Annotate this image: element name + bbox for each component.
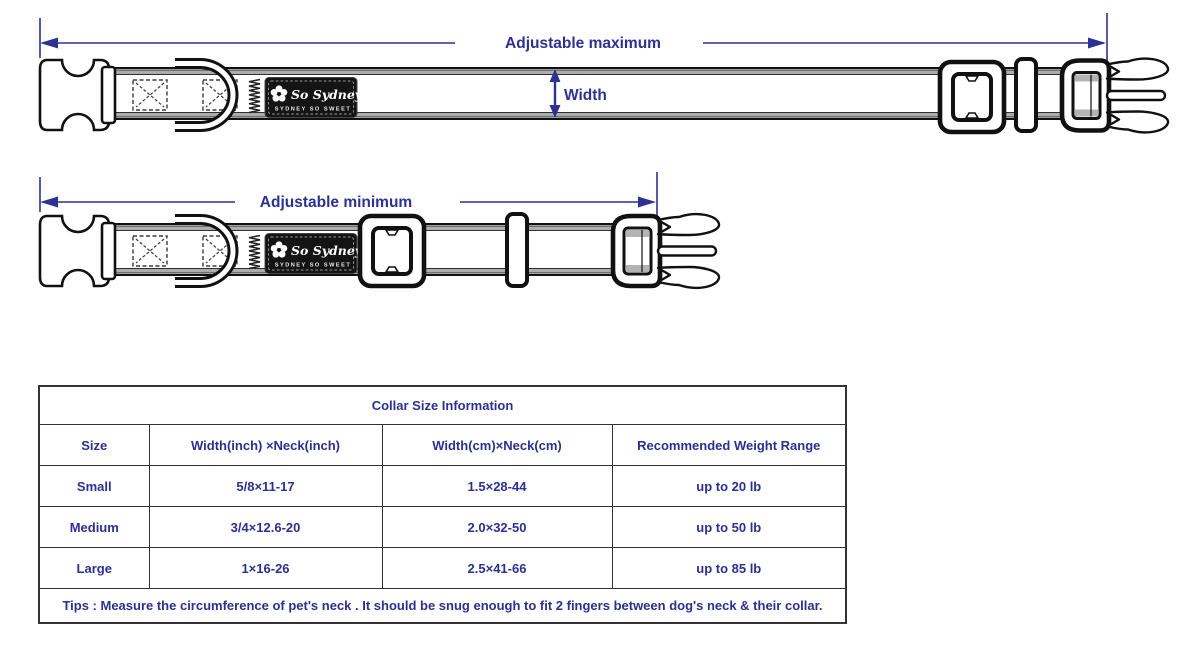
cell-weight: up to 20 lb (612, 466, 846, 507)
keeper-loop (507, 214, 527, 286)
table-row-medium (39, 507, 846, 548)
cell-size: Large (39, 548, 149, 589)
adjustable-minimum-label: Adjustable minimum (259, 194, 413, 211)
cell-width-inch: 5/8×11-17 (149, 466, 382, 507)
cell-width-cm: 2.5×41-66 (382, 548, 612, 589)
adjustable-maximum-label: Adjustable maximum (505, 35, 661, 52)
arrowhead-left-icon (40, 38, 58, 49)
cell-weight: up to 50 lb (612, 507, 846, 548)
col-header-width-inch: Width(inch) ×Neck(inch) (149, 425, 382, 466)
table-title: Collar Size Information (39, 386, 846, 425)
arrowhead-right-icon (1088, 38, 1106, 49)
tri-glide-slider (940, 62, 1004, 132)
cell-width-inch: 1×16-26 (149, 548, 382, 589)
col-header-weight: Recommended Weight Range (612, 425, 846, 466)
collar-diagrams: So Sydney® SYDNEY SO SWEET Adjustable maximum Width Adjustable minimum (0, 0, 1200, 340)
col-header-size: Size (39, 425, 149, 466)
cell-width-cm: 1.5×28-44 (382, 466, 612, 507)
cell-width-cm: 2.0×32-50 (382, 507, 612, 548)
side-release-buckle-female (40, 216, 115, 286)
keeper-loop (1016, 59, 1036, 131)
arrowhead-left-icon (40, 197, 58, 208)
arrowhead-right-icon (638, 197, 656, 208)
brand-label (265, 78, 369, 118)
table-row-large (39, 548, 846, 589)
side-release-buckle-male (613, 214, 719, 288)
collar-size-table (38, 385, 847, 624)
col-header-width-cm: Width(cm)×Neck(cm) (382, 425, 612, 466)
side-release-buckle-male (1062, 59, 1168, 133)
width-label: Width (564, 87, 607, 104)
table-tips: Tips : Measure the circumference of pet's neck . It should be snug enough to fit 2 fingers between dog's neck & their collar. (39, 589, 846, 624)
cell-width-inch: 3/4×12.6-20 (149, 507, 382, 548)
cell-size: Small (39, 466, 149, 507)
brand-label (265, 234, 369, 274)
tri-glide-slider (360, 216, 424, 286)
collar-min-diagram (40, 172, 719, 288)
side-release-buckle-female (40, 60, 115, 130)
collar-max-diagram (40, 13, 1168, 132)
cell-weight: up to 85 lb (612, 548, 846, 589)
table-row-small (39, 466, 846, 507)
cell-size: Medium (39, 507, 149, 548)
